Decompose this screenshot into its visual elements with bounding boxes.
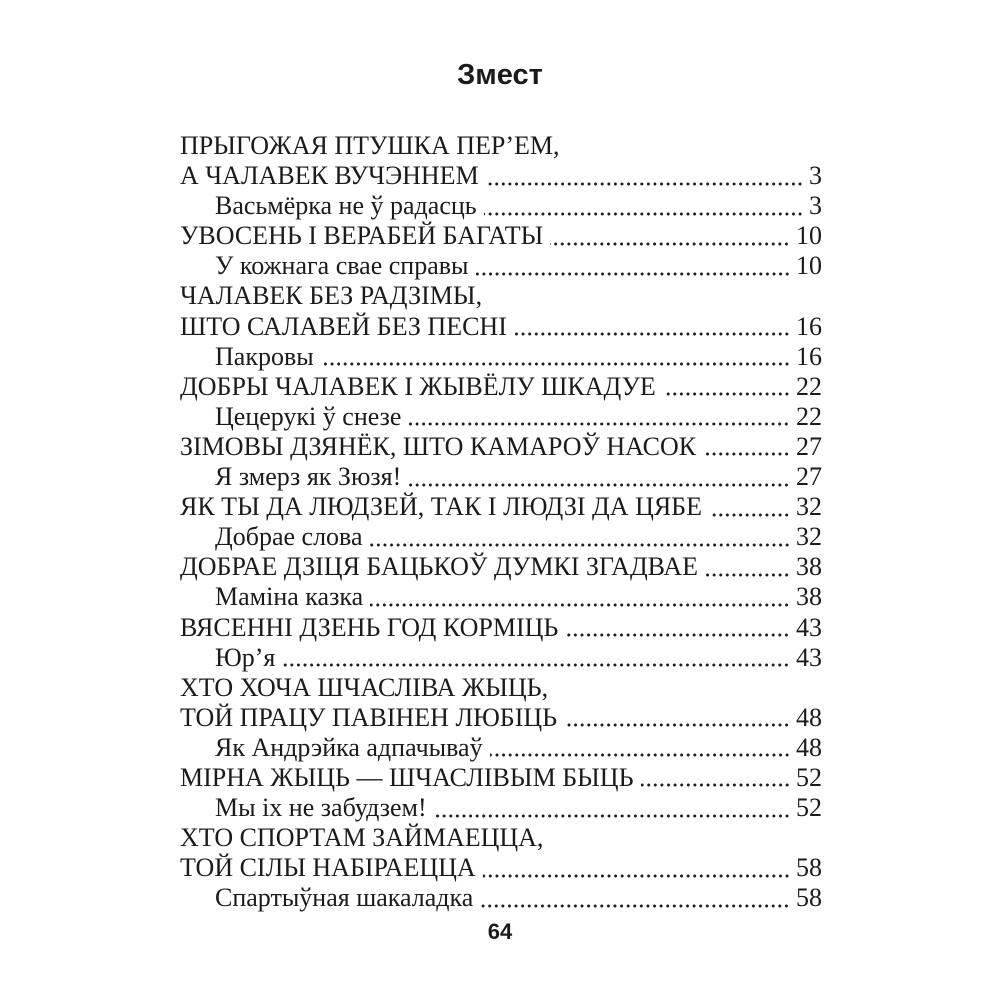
page-ref: 3 — [809, 161, 822, 191]
dot-leader — [663, 372, 790, 402]
story-title: Я змерз як Зюзя! — [215, 462, 402, 492]
toc-line — [180, 703, 822, 733]
section-heading-line: А ЧАЛАВЕК ВУЧЭННЕМ — [180, 161, 479, 191]
section-heading-line: ЗІМОВЫ ДЗЯНЁК, ШТО КАМАРОЎ НАСОК — [180, 431, 697, 461]
dot-leader — [370, 582, 790, 612]
dot-leader — [565, 613, 790, 643]
story-title: Юр’я — [215, 642, 276, 672]
toc-line — [180, 432, 822, 462]
toc-line — [180, 221, 822, 251]
toc-line — [180, 793, 822, 823]
dot-leader — [703, 432, 790, 462]
page-ref: 48 — [796, 702, 822, 732]
dot-leader — [282, 643, 790, 673]
dot-leader — [641, 763, 790, 793]
section-heading-line: ТОЙ СІЛЫ НАБІРАЕЦЦА — [180, 853, 476, 883]
page-ref: 38 — [796, 582, 822, 612]
toc-line — [180, 643, 822, 673]
toc-line — [180, 673, 822, 703]
page-ref: 16 — [796, 341, 822, 371]
toc-line — [180, 251, 822, 281]
dot-leader — [480, 883, 790, 913]
dot-leader — [490, 733, 790, 763]
page-ref: 48 — [796, 732, 822, 762]
section-heading-line: ЧАЛАВЕК БЕЗ РАДЗІМЫ, — [180, 281, 483, 311]
dot-leader — [486, 161, 803, 191]
toc-line — [180, 191, 822, 221]
story-title: Мы іх не забудзем! — [215, 793, 427, 823]
toc-line — [180, 342, 822, 372]
page-ref: 58 — [796, 853, 822, 883]
toc-line — [180, 552, 822, 582]
section-heading-line: ДОБРАЕ ДЗІЦЯ БАЦЬКОЎ ДУМКІ ЗГАДВАЕ — [180, 552, 699, 582]
section-heading-line: ДОБРЫ ЧАЛАВЕК І ЖЫВЁЛУ ШКАДУЕ — [180, 371, 656, 401]
page-ref: 58 — [796, 883, 822, 913]
page-ref: 32 — [796, 522, 822, 552]
page-ref: 52 — [796, 793, 822, 823]
page-ref: 32 — [796, 492, 822, 522]
toc-line — [180, 462, 822, 492]
dot-leader — [321, 342, 790, 372]
toc-line — [180, 582, 822, 612]
section-heading-line: ПРЫГОЖАЯ ПТУШКА ПЕР’ЕМ, — [180, 131, 560, 160]
toc-line — [180, 883, 822, 913]
dot-leader — [370, 522, 790, 552]
story-title: Як Андрэйка адпачываў — [215, 732, 483, 762]
toc-line — [180, 161, 822, 191]
toc-line — [180, 281, 822, 311]
section-heading-line: ВЯСЕННІ ДЗЕНЬ ГОД КОРМІЦЬ — [180, 612, 559, 642]
toc-line — [180, 763, 822, 793]
section-heading-line: ХТО СПОРТАМ ЗАЙМАЕЦЦА, — [180, 823, 544, 853]
story-title: Пакровы — [215, 341, 314, 371]
dot-leader — [705, 552, 790, 582]
toc-line — [180, 733, 822, 763]
story-title: Васьмёрка не ў радасць — [215, 191, 477, 221]
toc-line — [180, 372, 822, 402]
section-heading-line: ЯК ТЫ ДА ЛЮДЗЕЙ, ТАК І ЛЮДЗІ ДА ЦЯБЕ — [180, 492, 702, 522]
story-title: Цецерукі ў снезе — [215, 401, 402, 431]
toc-line — [180, 492, 822, 522]
page-ref: 22 — [796, 401, 822, 431]
dot-leader — [408, 462, 790, 492]
page-ref: 10 — [796, 251, 822, 281]
page-title: Змест — [457, 59, 543, 91]
dot-leader — [550, 221, 790, 251]
section-heading-line: УВОСЕНЬ І ВЕРАБЕЙ БАГАТЫ — [180, 221, 544, 251]
toc-line — [180, 823, 822, 853]
dot-leader — [564, 703, 790, 733]
page-ref: 52 — [796, 762, 822, 792]
page-ref: 3 — [809, 191, 822, 221]
toc-line — [180, 312, 822, 342]
story-title: Добрае слова — [215, 522, 363, 552]
toc-line — [180, 522, 822, 552]
toc-line — [180, 853, 822, 883]
dot-leader — [709, 492, 790, 522]
dot-leader — [408, 402, 790, 432]
section-heading-line: ШТО САЛАВЕЙ БЕЗ ПЕСНІ — [180, 311, 507, 341]
section-heading-line: МІРНА ЖЫЦЬ — ШЧАСЛІВЫМ БЫЦЬ — [180, 762, 634, 792]
dot-leader — [483, 853, 790, 883]
dot-leader — [476, 251, 791, 281]
page-ref: 27 — [796, 462, 822, 492]
page-ref: 43 — [796, 642, 822, 672]
section-heading-line: ХТО ХОЧА ШЧАСЛІВА ЖЫЦЬ, — [180, 672, 549, 702]
dot-leader — [484, 191, 803, 221]
table-of-contents — [180, 131, 822, 913]
page-ref: 38 — [796, 552, 822, 582]
page-number: 64 — [487, 919, 513, 944]
page-ref: 22 — [796, 371, 822, 401]
page-ref: 16 — [796, 311, 822, 341]
page-ref: 10 — [796, 221, 822, 251]
dot-leader — [434, 793, 790, 823]
story-title: Спартыўная шакаладка — [215, 883, 474, 913]
toc-line — [180, 131, 822, 161]
story-title: У кожнага свае справы — [215, 251, 469, 281]
dot-leader — [514, 312, 790, 342]
toc-line — [180, 402, 822, 432]
story-title: Маміна казка — [215, 582, 364, 612]
page-ref: 27 — [796, 431, 822, 461]
section-heading-line: ТОЙ ПРАЦУ ПАВІНЕН ЛЮБІЦЬ — [180, 702, 558, 732]
toc-line — [180, 613, 822, 643]
page-ref: 43 — [796, 612, 822, 642]
